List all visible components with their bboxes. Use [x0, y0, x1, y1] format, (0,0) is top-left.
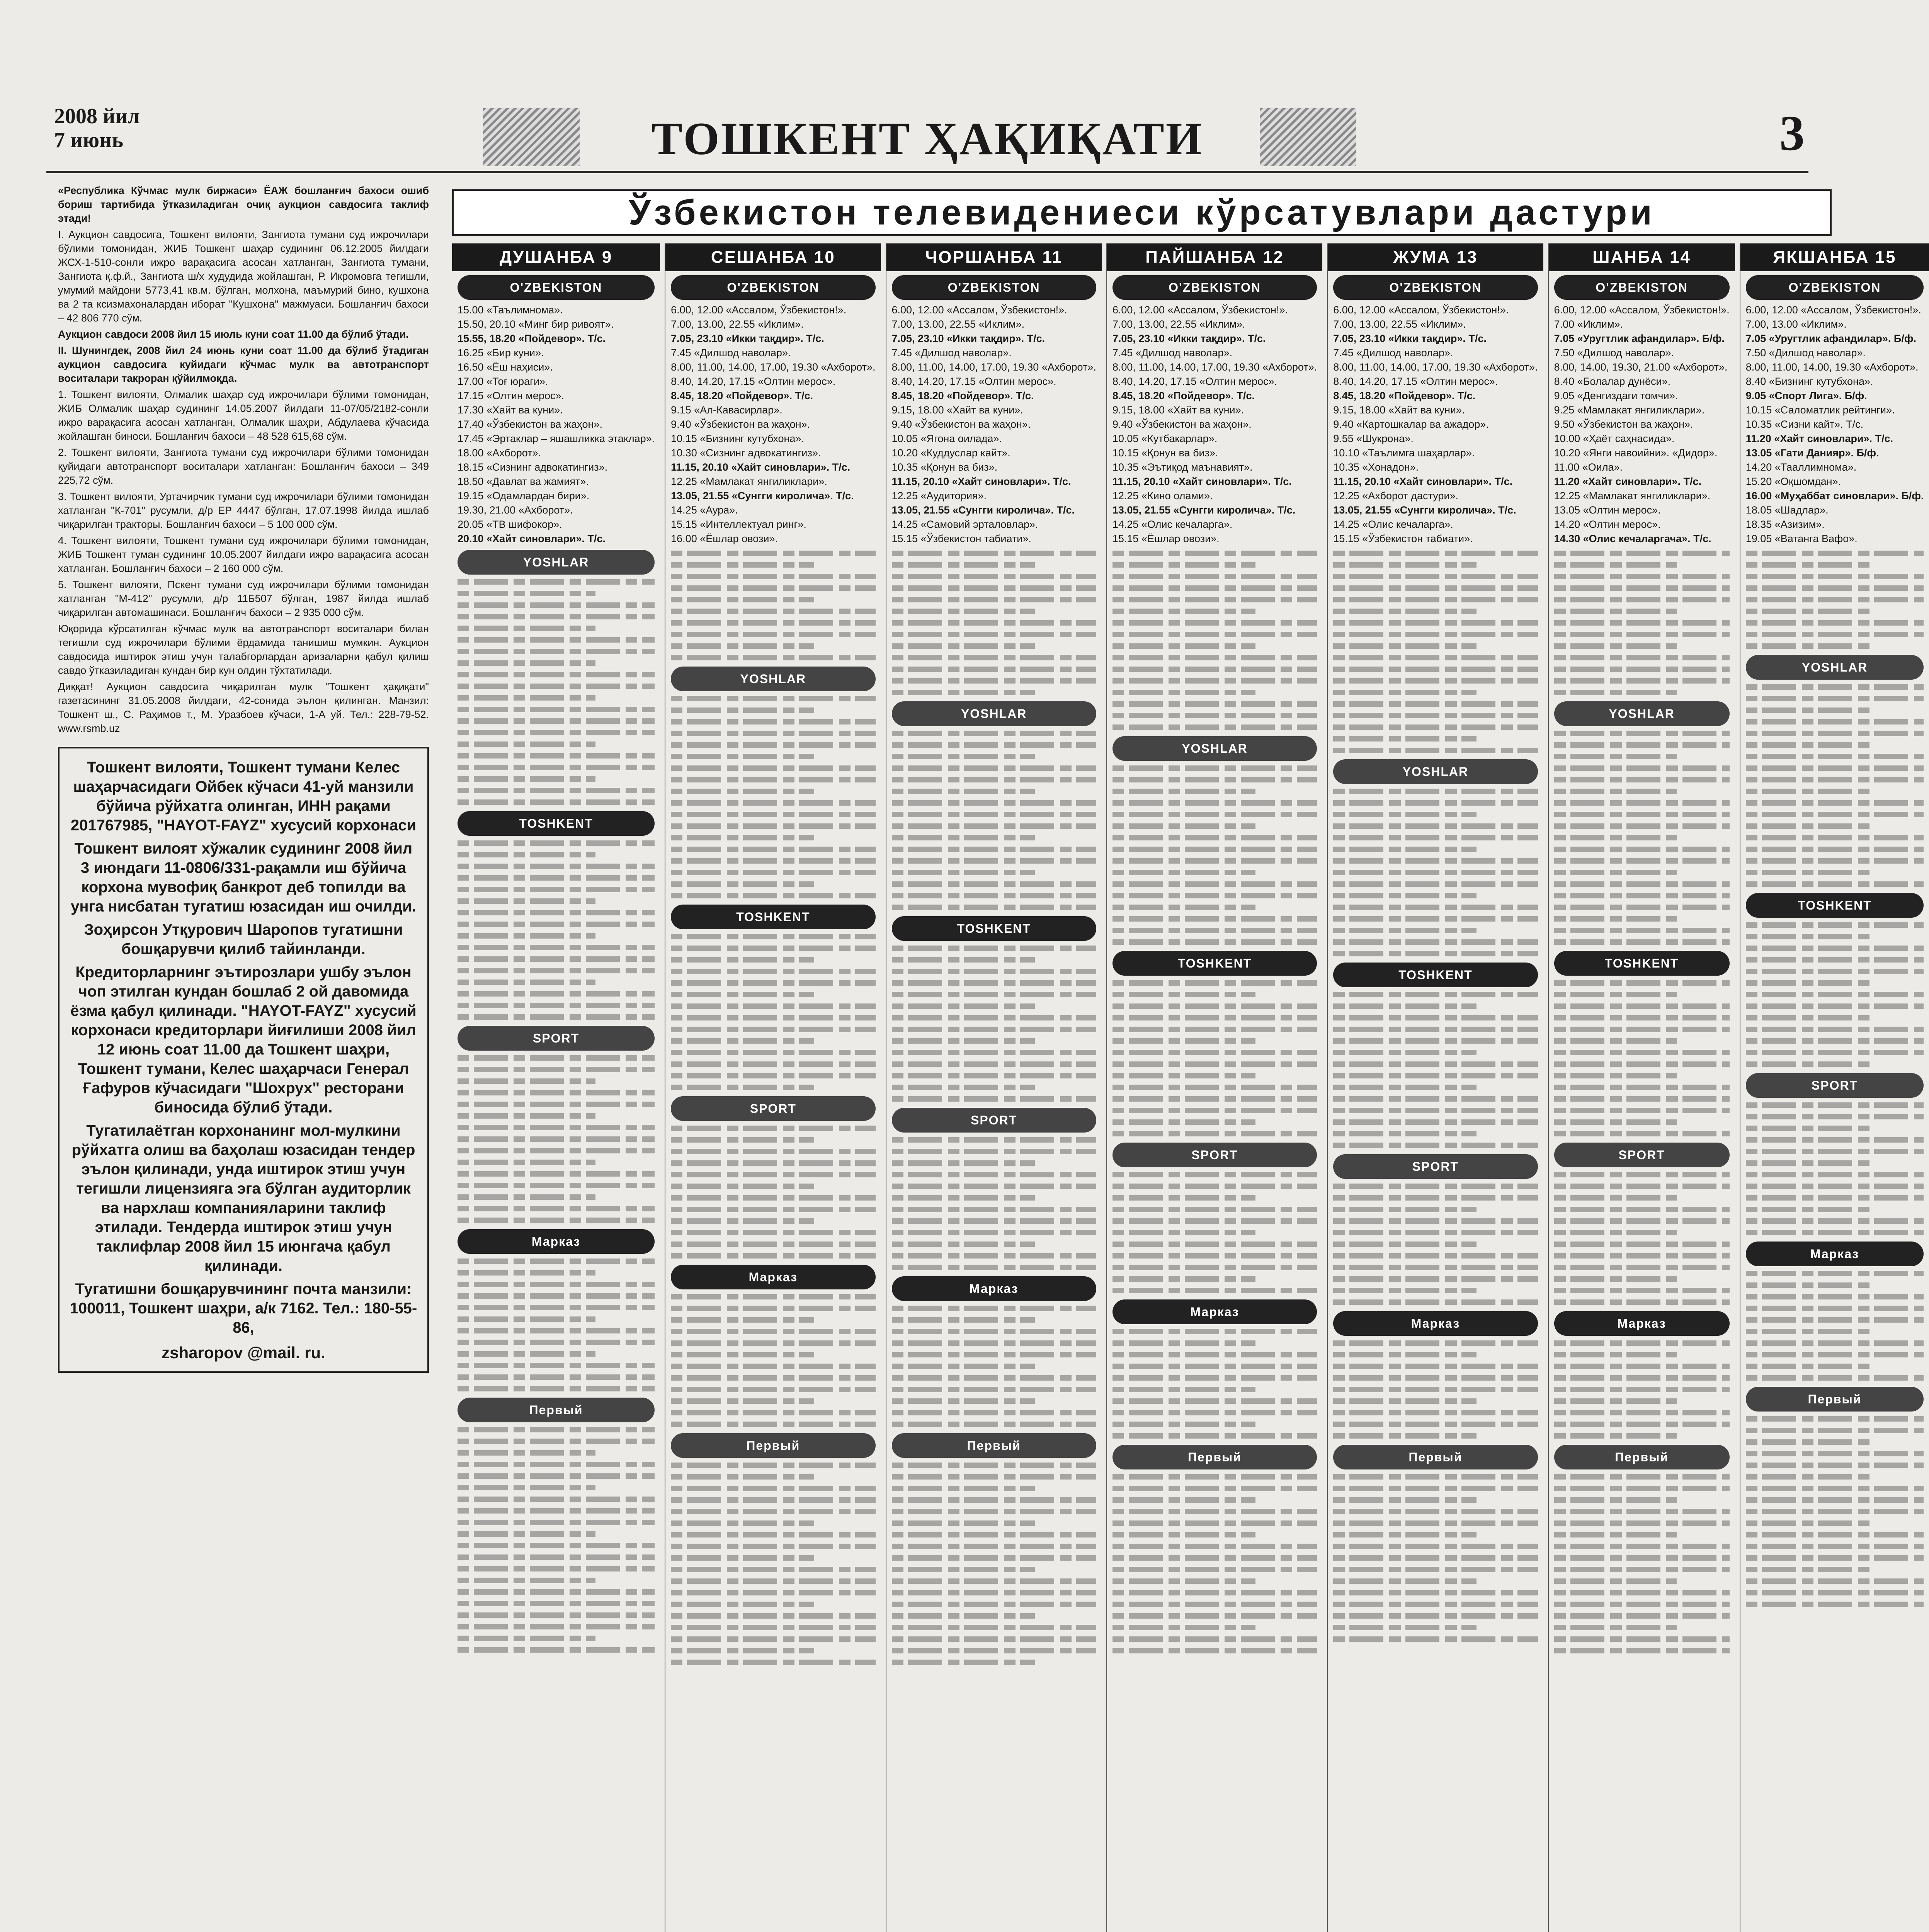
program-item: 17.45 «Эртаклар – яшашликка этаклар».: [458, 433, 655, 444]
program-item: 8.45, 18.20 «Пойдевор». Т/с.: [1112, 390, 1255, 401]
program-item: 17.00 «Тоғ юраги».: [458, 376, 548, 387]
program-listing-continued: [665, 551, 881, 660]
program-item: 17.40 «Ўзбекистон ва жаҳон».: [458, 418, 602, 430]
channel-logo-toshkent: TOSHKENT: [671, 905, 875, 929]
program-listing-continued: [886, 1463, 1102, 1665]
channel-logo-markaz: Марказ: [892, 1276, 1096, 1301]
channel-logo-sport: SPORT: [1333, 1154, 1538, 1179]
program-item: 8.40, 14.20, 17.15 «Олтин мерос».: [891, 376, 1056, 387]
program-list: [886, 303, 1102, 546]
program-listing-continued: [1549, 551, 1735, 695]
channel-logo-markaz: Марказ: [1112, 1299, 1317, 1324]
program-item: 6.00, 12.00 «Ассалом, Ўзбекистон!».: [1112, 304, 1288, 316]
auction-repeat: II. Шунингдек, 2008 йил 24 июнь куни соат 11.00 да бўлиб ўтадиган аукцион савдосига куйидаги кўчмас мулк ва автотранспорт воситалари такроран қўйилмоқда.: [58, 345, 429, 384]
program-item: 10.30 «Сизнинг адвокатингиз».: [671, 447, 821, 459]
program-item: 9.15, 18.00 «Хайт ва куни».: [891, 404, 1023, 416]
newspaper-title: ТОШКЕНТ ҲАҚИҚАТИ: [651, 113, 1204, 164]
channel-logo-uzbekiston: O'ZBEKISTON: [1746, 275, 1924, 300]
day-header: ЖУМА 13: [1328, 243, 1543, 271]
channel-logo-sport: SPORT: [1554, 1143, 1730, 1167]
program-listing-continued: [1740, 684, 1929, 887]
channel-logo-uzbekiston: O'ZBEKISTON: [458, 275, 655, 300]
program-item: 18.50 «Давлат ва жамият».: [458, 476, 589, 487]
channel-logo-toshkent: TOSHKENT: [1333, 963, 1538, 987]
program-item: 11.15, 20.10 «Хайт синовлари». Т/с.: [891, 476, 1071, 487]
program-listing-continued: [452, 840, 660, 1020]
day-header: ЧОРШАНБА 11: [886, 243, 1102, 271]
program-item: 10.35 «Қонун ва биз».: [891, 461, 998, 473]
channel-logo-sport: SPORT: [1112, 1143, 1317, 1167]
program-item: 9.50 «Ўзбекистон ва жаҳон».: [1554, 418, 1693, 430]
day-header: ШАНБА 14: [1549, 243, 1735, 271]
program-list: [452, 303, 660, 546]
program-item: 16.25 «Бир куни».: [458, 347, 544, 359]
program-listing-continued: [665, 1463, 881, 1665]
channel-logo-sport: SPORT: [671, 1096, 875, 1121]
program-listing-continued: [1328, 992, 1543, 1148]
program-listing-continued: [886, 551, 1102, 695]
program-item: 16.00 «Ёшлар овози».: [671, 533, 778, 544]
program-listing-continued: [452, 579, 660, 805]
program-item: 7.50 «Дилшод наволар».: [1554, 347, 1674, 359]
bankruptcy-address: Тугатишни бошқарувчининг почта манзили: 100011, Тошкент шаҳри, а/к 7162. Тел.: 180-55-86,: [70, 1281, 417, 1336]
program-item: 11.00 «Оила».: [1554, 461, 1623, 473]
program-item: 10.35 «Хонадон».: [1333, 461, 1419, 473]
program-item: 17.15 «Олтин мерос».: [458, 390, 565, 401]
program-item: 9.05 «Денгиздаги томчи».: [1554, 390, 1678, 401]
program-listing-continued: [1107, 765, 1322, 945]
program-item: 7.00, 13.00, 22.55 «Иклим».: [891, 318, 1025, 330]
channel-logo-pervy: Первый: [1746, 1387, 1924, 1412]
program-item: 9.40 «Картошкалар ва ажадор».: [1333, 418, 1489, 430]
channel-logo-uzbekiston: O'ZBEKISTON: [1333, 275, 1538, 300]
program-item: 11.20 «Хайт синовлари». Т/с.: [1554, 476, 1701, 487]
program-list: [1740, 303, 1929, 546]
program-item: 9.15, 18.00 «Хайт ва куни».: [1333, 404, 1465, 416]
auction-lot-1: 1. Тошкент вилояти, Олмалик шаҳар суд ижрочилари бўлими томонидан, ЖИБ Олмалик шаҳар судининг 14.05.2007 йилдаги 11-07/05/2182-сонли ижро варақасига асосан хатланган, Олмалик шаҳри, Абдулаева кўчасида жойлашган биноси. Бошланғич бахоси – 48 528 615,68 сўм.: [58, 389, 429, 442]
program-listing-continued: [1328, 789, 1543, 956]
channel-logo-markaz: Марказ: [1333, 1311, 1538, 1336]
program-item: 9.15, 18.00 «Хайт ва куни».: [1112, 404, 1244, 416]
program-item: 8.00, 11.00, 14.00, 19.30 «Ахборот».: [1745, 361, 1919, 373]
program-item: 15.15 «Ўзбекистон табиати».: [1333, 533, 1473, 544]
program-item: 10.15 «Бизнинг кутубхона».: [671, 433, 804, 444]
program-listing-continued: [886, 731, 1102, 910]
program-item: 7.00, 13.00, 22.55 «Иклим».: [1112, 318, 1245, 330]
program-listing-continued: [665, 696, 881, 898]
program-item: 8.00, 11.00, 14.00, 17.00, 19.30 «Ахборот».: [671, 361, 876, 373]
program-item: 14.30 «Олис кечаларгача». Т/с.: [1554, 533, 1711, 544]
program-item: 15.20 «Оқшомдан».: [1745, 476, 1841, 487]
program-item: 7.05, 23.10 «Икки тақдир». Т/с.: [1333, 333, 1487, 344]
program-listing-continued: [1328, 1340, 1543, 1439]
program-item: 11.15, 20.10 «Хайт синовлари». Т/с.: [1333, 476, 1513, 487]
program-listing-continued: [665, 934, 881, 1090]
program-item: 7.05 «Уругтлик афандилар». Б/ф.: [1745, 333, 1916, 344]
issue-date: [54, 104, 140, 152]
program-item: 18.00 «Ахборот».: [458, 447, 541, 459]
program-item: 16.00 «Муҳаббат синовлари». Б/ф.: [1745, 490, 1924, 502]
program-item: 13.05 «Гати Данияр». Б/ф.: [1745, 447, 1879, 459]
program-item: 14.25 «Олис кечаларга».: [1112, 519, 1233, 530]
bankruptcy-creditors: Кредиторларнинг эътирозлари ушбу эълон чоп этилган кундан бошлаб 2 ой давомида ёзма қабул қилинади. "HAYOT-FAYZ" хусусий корхонаси кредиторлари йиғилиши 2008 йил 12 июнь соат 11.00 да Тошкент шаҳри, Тошкент тумани, Келес шаҳарчаси Генерал Ғафуров кўчасидаги "Шохрух" ресторани биносида бўлиб ўтади.: [70, 964, 417, 1116]
program-listing-continued: [1740, 1271, 1929, 1381]
day-column: [1740, 243, 1929, 1932]
auction-date: Аукцион савдоси 2008 йил 15 июль куни соат 11.00 да бўлиб ўтади.: [58, 328, 409, 340]
program-item: 9.15 «Ал-Кавасирлар».: [671, 404, 782, 416]
day-column: [1327, 243, 1543, 1932]
program-item: 19.30, 21.00 «Ахборот».: [458, 504, 573, 516]
program-item: 14.25 «Самовий эрталовлар».: [891, 519, 1038, 530]
channel-logo-pervy: Первый: [671, 1433, 875, 1458]
program-listing-continued: [1549, 731, 1735, 945]
channel-logo-yoshlar: YOSHLAR: [458, 550, 655, 575]
day-column: [886, 243, 1102, 1932]
channel-logo-toshkent: TOSHKENT: [1554, 951, 1730, 976]
program-item: 12.25 «Кино олами».: [1112, 490, 1213, 502]
program-item: 15.15 «Интеллектуал ринг».: [671, 519, 806, 530]
channel-logo-uzbekiston: O'ZBEKISTON: [892, 275, 1096, 300]
masthead-ornament-left: [483, 108, 580, 166]
program-listing-continued: [1107, 1474, 1322, 1653]
program-item: 7.45 «Дилшод наволар».: [891, 347, 1012, 359]
program-item: 10.20 «Куддуслар кайт».: [891, 447, 1010, 459]
program-item: 17.30 «Хайт ва куни».: [458, 404, 563, 416]
program-item: 13.05 «Олтин мерос».: [1554, 504, 1661, 516]
program-item: 18.35 «Азизим».: [1745, 519, 1825, 530]
day-header: ДУШАНБА 9: [452, 243, 660, 271]
channel-logo-pervy: Первый: [1554, 1445, 1730, 1469]
channel-logo-yoshlar: YOSHLAR: [1554, 701, 1730, 726]
program-listing-continued: [1328, 551, 1543, 753]
program-item: 13.05, 21.55 «Сунгги киролича». Т/с.: [1333, 504, 1516, 516]
program-item: 7.05, 23.10 «Икки тақдир». Т/с.: [671, 333, 824, 344]
program-item: 6.00, 12.00 «Ассалом, Ўзбекистон!».: [891, 304, 1067, 316]
masthead-rule: [46, 171, 1808, 173]
auction-lot-2: 2. Тошкент вилояти, Зангиота тумани суд ижрочилари бўлими томонидан қуйидаги автотранспорт воситалари хатланган: Бошланғич бахоси – 349 225,72 сўм.: [58, 447, 429, 486]
program-item: 8.40, 14.20, 17.15 «Олтин мерос».: [671, 376, 836, 387]
auction-item-1: I. Аукцион савдосига, Тошкент вилояти, Зангиота тумани суд ижрочилари бўлими томонидан, ЖИБ Тошкент шаҳар судининг 06.12.2005 йилдаги ЖСХ-1-510-сонли ижро варақасига асосан хатланган, Зангиота тумани, Зангиота қ.ф.й., Зангиота ш/х худудида жойлашган, Р. Икромовга тегишли, умумий майдони 5773,41 кв.м. бўлган, молхона, маъмурий бино, кушхона ва 2 та ксизмахоналардан иборат "Кушхона" мажмуаси. Бошланғич бахоси – 42 806 770 сўм.: [58, 229, 429, 324]
program-item: 13.05, 21.55 «Сунгги киролича». Т/с.: [671, 490, 854, 502]
channel-logo-markaz: Марказ: [458, 1229, 655, 1254]
program-item: 8.40, 14.20, 17.15 «Олтин мерос».: [1333, 376, 1498, 387]
program-item: 10.35 «Сизни кайт». Т/с.: [1745, 418, 1864, 430]
program-listing-continued: [452, 1055, 660, 1223]
program-item: 14.25 «Аура».: [671, 504, 738, 516]
channel-logo-toshkent: TOSHKENT: [1746, 893, 1924, 918]
program-listing-continued: [886, 1306, 1102, 1427]
program-item: 12.25 «Мамлакат янгиликлари».: [1554, 490, 1711, 502]
announcements-column: [58, 184, 429, 1932]
page-number: 3: [1779, 105, 1805, 161]
program-list: [1549, 303, 1735, 546]
program-item: 14.25 «Олис кечаларга».: [1333, 519, 1453, 530]
bankruptcy-tender: Тугатилаётган корхонанинг мол-мулкини рўйхатга олиш ва баҳолаш юзасидан тендер эълон қилинади, унда иштирок этиш учун тегишли лицензияга эга бўлган аудиторлик ва нархлаш компанияларини таклиф этилади. Тендерда иштирок этиш учун таклифлар 2008 йил 15 июнгача қабул қилинади.: [71, 1122, 415, 1274]
program-item: 18.05 «Шадлар».: [1745, 504, 1829, 516]
day-header: СЕШАНБА 10: [665, 243, 881, 271]
program-item: 9.05 «Спорт Лига». Б/ф.: [1745, 390, 1867, 401]
tv-schedule-title: Ўзбекистон телевидениеси кўрсатувлари дастури: [452, 189, 1832, 236]
program-listing-continued: [886, 946, 1102, 1102]
program-listing-continued: [1328, 1474, 1543, 1642]
channel-logo-yoshlar: YOSHLAR: [671, 667, 875, 691]
program-item: 8.40 «Болалар дунёси».: [1554, 376, 1671, 387]
program-list: [665, 303, 881, 546]
program-item: 8.40 «Бизнинг кутубхона».: [1745, 376, 1873, 387]
program-item: 11.15, 20.10 «Хайт синовлари». Т/с.: [671, 461, 851, 473]
day-column: [1548, 243, 1735, 1932]
channel-logo-markaz: Марказ: [1554, 1311, 1730, 1336]
program-item: 8.40, 14.20, 17.15 «Олтин мерос».: [1112, 376, 1277, 387]
program-item: 7.50 «Дилшод наволар».: [1745, 347, 1866, 359]
channel-logo-markaz: Марказ: [671, 1265, 875, 1289]
program-item: 7.00, 13.00, 22.55 «Иклим».: [671, 318, 804, 330]
bankruptcy-email: zsharopov @mail. ru.: [162, 1344, 325, 1362]
program-item: 7.45 «Дилшод наволар».: [1333, 347, 1453, 359]
day-header: ПАЙШАНБА 12: [1107, 243, 1322, 271]
program-listing-continued: [886, 1137, 1102, 1270]
program-item: 8.45, 18.20 «Пойдевор». Т/с.: [1333, 390, 1476, 401]
program-listing-continued: [1740, 1416, 1929, 1607]
program-item: 6.00, 12.00 «Ассалом, Ўзбекистон!».: [1554, 304, 1730, 316]
program-listing-continued: [665, 1294, 881, 1427]
program-item: 19.05 «Ватанга Вафо».: [1745, 533, 1858, 544]
program-listing-continued: [1549, 1340, 1735, 1439]
program-listing-continued: [1740, 551, 1929, 649]
program-item: 12.25 «Мамлакат янгиликлари».: [671, 476, 827, 487]
program-item: 6.00, 12.00 «Ассалом, Ўзбекистон!».: [671, 304, 847, 316]
program-item: 8.00, 11.00, 14.00, 17.00, 19.30 «Ахборот».: [891, 361, 1096, 373]
day-column: [1106, 243, 1322, 1932]
program-item: 14.20 «Тааллимнома».: [1745, 461, 1857, 473]
auction-contact: Диққат! Аукцион савдосига чиқарилган мулк "Тошкент ҳақиқати" газетасининг 31.05.2008 йилдаги, 42-сонида эълон қилинган. Манзил: Тошкент ш., С. Раҳимов т., М. Уразбоев кўчаси, 1-А уй. Тел.: 228-79-52. www.rsmb.uz: [58, 681, 429, 734]
channel-logo-yoshlar: YOSHLAR: [892, 701, 1096, 726]
program-item: 7.45 «Дилшод наволар».: [1112, 347, 1233, 359]
program-listing-continued: [1740, 922, 1929, 1067]
auction-intro: «Республика Кўчмас мулк биржаси» ЁАЖ бошланғич бахоси ошиб бориш тартибида ўтказиладиган очиқ аукцион савдосига таклиф этади!: [58, 185, 429, 224]
program-listing-continued: [1107, 980, 1322, 1136]
channel-logo-sport: SPORT: [892, 1108, 1096, 1133]
program-list: [1328, 303, 1543, 546]
tv-days-grid: [452, 243, 1924, 1932]
program-item: 10.35 «Эътиқод маънавият».: [1112, 461, 1253, 473]
issue-date-year: 2008 йил: [54, 104, 140, 128]
program-item: 7.05, 23.10 «Икки тақдир». Т/с.: [1112, 333, 1266, 344]
program-item: 9.55 «Шукрона».: [1333, 433, 1414, 444]
channel-logo-toshkent: TOSHKENT: [892, 916, 1096, 941]
bankruptcy-title: Тошкент вилояти, Тошкент тумани Келес шаҳарчасидаги Ойбек кўчаси 41-уй манзили бўйича рўйхатга олинган, ИНН рақами 201767985, "HAYOT-FAYZ" хусусий корхонаси: [70, 759, 417, 834]
program-item: 15.55, 18.20 «Пойдевор». Т/с.: [458, 333, 606, 344]
channel-logo-toshkent: TOSHKENT: [1112, 951, 1317, 976]
program-listing-continued: [1549, 1172, 1735, 1305]
program-item: 11.20 «Хайт синовлари». Т/с.: [1745, 433, 1893, 444]
program-item: 7.05, 23.10 «Икки тақдир». Т/с.: [891, 333, 1045, 344]
auction-lot-5: 5. Тошкент вилояти, Пскент тумани суд ижрочилари бўлими томонидан хатланган "М-412" русумли, д/р 11Б507 бўлган, 1987 йилда ишлаб чиқарилган автомашинаси. Бошланғич бахоси – 2 935 000 сўм.: [58, 579, 429, 618]
program-item: 10.20 «Янги навоийни». «Дидор».: [1554, 447, 1718, 459]
program-item: 8.45, 18.20 «Пойдевор». Т/с.: [891, 390, 1034, 401]
program-listing-continued: [1107, 551, 1322, 730]
tv-schedule: [452, 189, 1924, 1932]
program-listing-continued: [1328, 1184, 1543, 1305]
program-listing-continued: [452, 1259, 660, 1391]
program-item: 8.00, 11.00, 14.00, 17.00, 19.30 «Ахборот».: [1333, 361, 1538, 373]
program-item: 10.15 «Қонун ва биз».: [1112, 447, 1218, 459]
program-item: 7.45 «Дилшод наволар».: [671, 347, 791, 359]
program-item: 9.40 «Ўзбекистон ва жаҳон».: [891, 418, 1031, 430]
program-listing-continued: [665, 1126, 881, 1259]
program-item: 15.15 «Ўзбекистон табиати».: [891, 533, 1031, 544]
issue-date-day: 7 июнь: [54, 128, 123, 152]
program-listing-continued: [1549, 980, 1735, 1136]
channel-logo-sport: SPORT: [458, 1026, 655, 1051]
program-item: 10.15 «Саломатлик рейтинги».: [1745, 404, 1895, 416]
day-column: [452, 243, 660, 1932]
program-item: 8.00, 14.00, 19.30, 21.00 «Ахборот».: [1554, 361, 1728, 373]
auction-conditions: Юқорида кўрсатилган кўчмас мулк ва автотранспорт воситалари билан тегишли суд ижрочилари бўлими ёрдамида танишиш мумкин. Аукцион савдосида иштирок этиш учун талабгорлардан аризаларни қабул қилиш савдо ўтказиладиган кундан бир кун олдин тўхтатилади.: [58, 623, 429, 676]
channel-logo-pervy: Первый: [892, 1433, 1096, 1458]
channel-logo-yoshlar: YOSHLAR: [1333, 759, 1538, 784]
day-header: ЯКШАНБА 15: [1740, 243, 1929, 271]
masthead-ornament-right: [1260, 108, 1356, 166]
program-item: 9.40 «Ўзбекистон ва жаҳон».: [1112, 418, 1252, 430]
channel-logo-pervy: Первый: [458, 1398, 655, 1422]
program-item: 7.00 «Иклим».: [1554, 318, 1623, 330]
bankruptcy-decision: Тошкент вилоят хўжалик судининг 2008 йил 3 июндаги 11-0806/331-рақамли иш бўйича корхона мувофиқ банкрот деб топилди ва унга нисбатан тугатиш юзасидан иш очилди.: [71, 840, 416, 915]
auction-lot-4: 4. Тошкент вилояти, Тошкент тумани суд ижрочилари бўлими томонидан, ЖИБ Тошкент туман судининг 10.05.2007 йилдаги ижро варақасига асосан хатланган. Бошланғич бахоси – 2 160 000 сўм.: [58, 535, 429, 574]
program-item: 12.25 «Аудитория».: [891, 490, 987, 502]
program-item: 15.15 «Ёшлар овози».: [1112, 533, 1220, 544]
program-item: 12.25 «Ахборот дастури».: [1333, 490, 1459, 502]
program-listing-continued: [1107, 1172, 1322, 1293]
program-item: 16.50 «Ёш наҳиси».: [458, 361, 553, 373]
program-item: 19.15 «Одамлардан бири».: [458, 490, 590, 502]
channel-logo-yoshlar: YOSHLAR: [1746, 655, 1924, 680]
program-item: 11.15, 20.10 «Хайт синовлари». Т/с.: [1112, 476, 1292, 487]
program-item: 20.10 «Хайт синовлари». Т/с.: [458, 533, 606, 544]
channel-logo-toshkent: TOSHKENT: [458, 811, 655, 836]
program-item: 10.10 «Таълимга шаҳарлар».: [1333, 447, 1475, 459]
channel-logo-uzbekiston: O'ZBEKISTON: [1554, 275, 1730, 300]
auction-lot-3: 3. Тошкент вилояти, Уртачирчик тумани суд ижрочилари бўлими томонидан хатланган "К-701" русумли, д/р ЕР 4447 бўлган, 17.07.1998 йилда ишлаб чиқарилган тракторы. Бошланғич бахоси – 5 100 000 сўм.: [58, 491, 429, 530]
program-item: 8.00, 11.00, 14.00, 17.00, 19.30 «Ахборот».: [1112, 361, 1317, 373]
program-item: 6.00, 12.00 «Ассалом, Ўзбекистон!».: [1333, 304, 1509, 316]
masthead: [46, 97, 1808, 174]
program-item: 10.05 «Ягона оилада».: [891, 433, 1002, 444]
program-item: 13.05, 21.55 «Сунгги киролича». Т/с.: [1112, 504, 1296, 516]
day-column: [665, 243, 881, 1932]
program-item: 10.00 «Ҳаёт саҳнасида».: [1554, 433, 1675, 444]
program-item: 10.05 «Кутбакарлар».: [1112, 433, 1218, 444]
program-item: 9.40 «Ўзбекистон ва жаҳон».: [671, 418, 810, 430]
bankruptcy-notice: [58, 747, 429, 1373]
program-item: 8.45, 18.20 «Пойдевор». Т/с.: [671, 390, 813, 401]
channel-logo-sport: SPORT: [1746, 1073, 1924, 1098]
program-item: 15.50, 20.10 «Минг бир ривоят».: [458, 318, 614, 330]
program-listing-continued: [1740, 1102, 1929, 1235]
program-listing-continued: [452, 1427, 660, 1653]
program-item: 7.05 «Уругтлик афандилар». Б/ф.: [1554, 333, 1725, 344]
channel-logo-pervy: Первый: [1333, 1445, 1538, 1469]
program-listing-continued: [1107, 1329, 1322, 1439]
program-listing-continued: [1549, 1474, 1735, 1653]
auction-announcement: [58, 184, 429, 735]
program-item: 9.25 «Мамлакат янгиликлари».: [1554, 404, 1705, 416]
bankruptcy-manager: Зоҳирсон Утқурович Шаропов тугатишни бошқарувчи қилиб тайинланди.: [84, 921, 403, 957]
program-list: [1107, 303, 1322, 546]
program-item: 7.00, 13.00, 22.55 «Иклим».: [1333, 318, 1466, 330]
program-item: 6.00, 12.00 «Ассалом, Ўзбекистон!».: [1745, 304, 1921, 316]
channel-logo-yoshlar: YOSHLAR: [1112, 736, 1317, 761]
program-item: 13.05, 21.55 «Сунгги киролича». Т/с.: [891, 504, 1075, 516]
program-item: 18.15 «Сизнинг адвокатингиз».: [458, 461, 608, 473]
program-item: 7.00, 13.00 «Иклим».: [1745, 318, 1847, 330]
channel-logo-uzbekiston: O'ZBEKISTON: [1112, 275, 1317, 300]
channel-logo-uzbekiston: O'ZBEKISTON: [671, 275, 875, 300]
channel-logo-markaz: Марказ: [1746, 1242, 1924, 1266]
program-item: 20.05 «ТВ шифокор».: [458, 519, 562, 530]
channel-logo-pervy: Первый: [1112, 1445, 1317, 1469]
program-item: 15.00 «Таълимнома».: [458, 304, 563, 316]
program-item: 14.20 «Олтин мерос».: [1554, 519, 1661, 530]
